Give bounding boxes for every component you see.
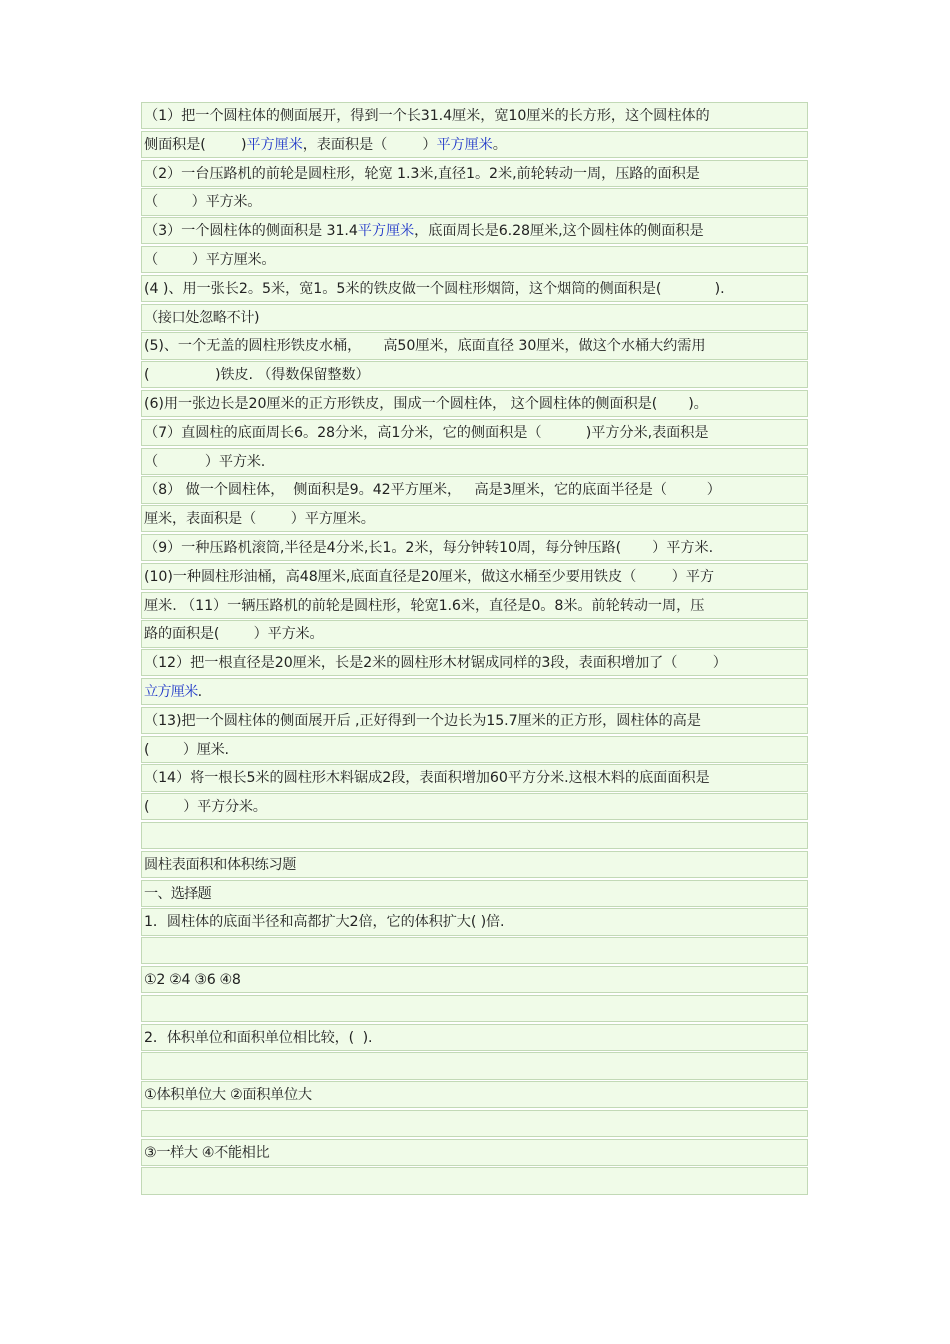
text-segment: ①体积单位大 ②面积单位大 [144, 1087, 312, 1104]
text-line [141, 764, 808, 791]
text-line [141, 534, 808, 561]
unit-text: 立方厘米 [144, 683, 198, 700]
unit-text: 平方厘米 [357, 223, 415, 240]
answer-blank [219, 626, 253, 642]
text-segment: （接口处忽略不计) [144, 309, 260, 326]
text-segment: 高50厘米，底面直径 30厘米，做这个水桶大约需用 [383, 338, 706, 355]
answer-blank [158, 252, 192, 268]
text-line [141, 1167, 808, 1194]
text-segment: ). [714, 280, 725, 297]
text-line [141, 246, 808, 273]
answer-blank [657, 396, 688, 412]
answer-blank [149, 742, 183, 758]
text-line [141, 476, 808, 503]
text-segment: )铁皮. （得数保留整数） [214, 367, 370, 384]
text-segment: ）平方厘米。 [290, 511, 375, 528]
text-line [141, 1110, 808, 1137]
text-segment: ） [422, 136, 437, 153]
text-segment: （1）把一个圆柱体的侧面展开，得到一个长31.4厘米，宽10厘米的长方形，这个圆柱体的 [144, 108, 710, 124]
text-segment: ）平方米. [204, 453, 265, 470]
text-segment: （9）一种压路机滚筒,半径是4分米,长1。2米，每分钟转10周，每分钟压路( [144, 539, 622, 556]
text-segment: (4 )、用一张长2。5米，宽1。5米的铁皮做一个圆柱形烟筒，这个烟筒的侧面积是( [144, 280, 662, 297]
text-line [141, 880, 808, 907]
text-segment: 。 [492, 136, 507, 153]
text-segment: （8） 做一个圆柱体， [144, 482, 285, 499]
answer-blank [158, 454, 205, 470]
text-segment: （12）把一根直径是20厘米，长是2米的圆柱形木材锯成同样的3段，表面积增加了（ [144, 655, 678, 672]
text-segment: (10)一种圆柱形油桶，高48厘米,底面直径是20厘米，做这水桶至少要用铁皮（ [144, 568, 637, 585]
answer-blank [541, 425, 585, 441]
text-line [141, 448, 808, 475]
text-segment: ） [712, 655, 727, 672]
text-segment: （14）将一根长5米的圆柱形木料锯成2段，表面积增加60平方分米.这根木料的底面面积是 [144, 770, 710, 787]
text-segment: ）平方米。 [253, 626, 324, 643]
answer-blank [158, 194, 192, 210]
text-segment: )。 [688, 395, 708, 412]
text-line [141, 793, 808, 820]
text-line [141, 1139, 808, 1166]
text-line [141, 131, 808, 158]
text-line [141, 275, 808, 302]
text-line [141, 620, 808, 647]
text-line [141, 995, 808, 1022]
text-segment: ）平方厘米。 [191, 251, 276, 268]
text-segment: （13)把一个圆柱体的侧面展开后 ,正好得到一个边长为15.7厘米的正方形，圆柱体的高是 [144, 712, 701, 729]
answer-blank [621, 540, 652, 556]
text-line [141, 390, 808, 417]
text-segment: （3）一个圆柱体的侧面积是 31.4 [144, 223, 358, 240]
text-line [141, 188, 808, 215]
text-segment: ） [706, 482, 721, 499]
text-segment: 侧面积是9。42平方厘米， [293, 482, 462, 499]
text-segment: ) [240, 136, 247, 153]
text-line [141, 1024, 808, 1051]
text-segment: （7）直圆柱的底面周长6。28分米，高1分米，它的侧面积是（ [144, 424, 542, 441]
unit-text: 平方厘米 [436, 136, 493, 153]
text-segment: 侧面积是( [144, 136, 206, 153]
answer-blank [667, 482, 707, 498]
text-segment: 路的面积是( [144, 626, 220, 643]
answer-blank [149, 367, 215, 383]
text-segment: ）平方米. [652, 539, 714, 556]
text-segment: )平方分米,表面积是 [585, 424, 709, 441]
text-segment: ）平方 [671, 568, 715, 585]
text-segment: ③一样大 ④不能相比 [144, 1144, 270, 1161]
answer-blank [361, 338, 383, 354]
text-line [141, 217, 808, 244]
text-line [141, 736, 808, 763]
text-line [141, 419, 808, 446]
answer-blank [149, 799, 183, 815]
text-segment: ( [144, 741, 150, 758]
text-segment: （ [144, 251, 158, 268]
text-segment: ). [362, 1029, 373, 1046]
text-segment: （ [144, 453, 158, 470]
worksheet [141, 102, 808, 1196]
answer-blank [256, 511, 291, 527]
text-segment: （2）一台压路机的前轮是圆柱形，轮宽 1.3米,直径1。2米,前轮转动一周，压路的面积是 [144, 165, 700, 182]
text-line [141, 505, 808, 532]
answer-blank [661, 281, 714, 297]
text-line [141, 592, 808, 619]
answer-blank [354, 1030, 363, 1046]
text-segment: 1．圆柱体的底面半径和高都扩大2倍，它的体积扩大( )倍. [144, 914, 505, 931]
answer-blank [206, 137, 241, 153]
text-line [141, 332, 808, 359]
text-line [141, 1052, 808, 1079]
text-segment: 厘米. （11）一辆压路机的前轮是圆柱形，轮宽1.6米，直径是0。8米。前轮转动一周，压 [144, 597, 705, 614]
text-segment: ，底面周长是6.28厘米,这个圆柱体的侧面积是 [414, 223, 704, 240]
text-segment: 圆柱表面积和体积练习题 [144, 856, 297, 873]
text-segment: ①2 ②4 ③6 ④8 [144, 971, 241, 988]
text-segment: 厘米，表面积是（ [144, 511, 257, 528]
answer-blank [636, 569, 671, 585]
text-line [141, 304, 808, 331]
text-segment: ）平方米。 [191, 194, 262, 211]
text-segment: (6)用一张边长是20厘米的正方形铁皮，围成一个圆柱体， 这个圆柱体的侧面积是( [144, 395, 658, 412]
text-segment: ，表面积是（ [302, 136, 388, 153]
text-line [141, 1081, 808, 1108]
text-segment: 高是3厘米，它的底面半径是（ [474, 482, 667, 499]
text-line [141, 908, 808, 935]
text-line [141, 707, 808, 734]
text-line [141, 678, 808, 705]
text-segment: ）厘米. [182, 741, 229, 758]
answer-blank [284, 482, 293, 498]
answer-blank [461, 482, 474, 498]
text-segment: ( [144, 799, 150, 816]
text-segment: ( [144, 367, 150, 384]
text-line [141, 966, 808, 993]
text-segment: ）平方分米。 [183, 799, 267, 816]
text-line [141, 361, 808, 388]
text-line [141, 160, 808, 187]
text-line [141, 102, 808, 129]
text-line [141, 937, 808, 964]
text-segment: (5)、一个无盖的圆柱形铁皮水桶， [144, 338, 362, 355]
text-line [141, 563, 808, 590]
answer-blank [677, 655, 712, 671]
text-segment: 一、选择题 [144, 885, 211, 902]
text-segment: （ [144, 194, 158, 211]
text-line [141, 822, 808, 849]
unit-text: 平方厘米 [246, 136, 303, 153]
text-line [141, 851, 808, 878]
text-segment: . [197, 683, 202, 700]
answer-blank [387, 137, 422, 153]
text-segment: 2．体积单位和面积单位相比较，( [144, 1029, 354, 1046]
text-line [141, 649, 808, 676]
